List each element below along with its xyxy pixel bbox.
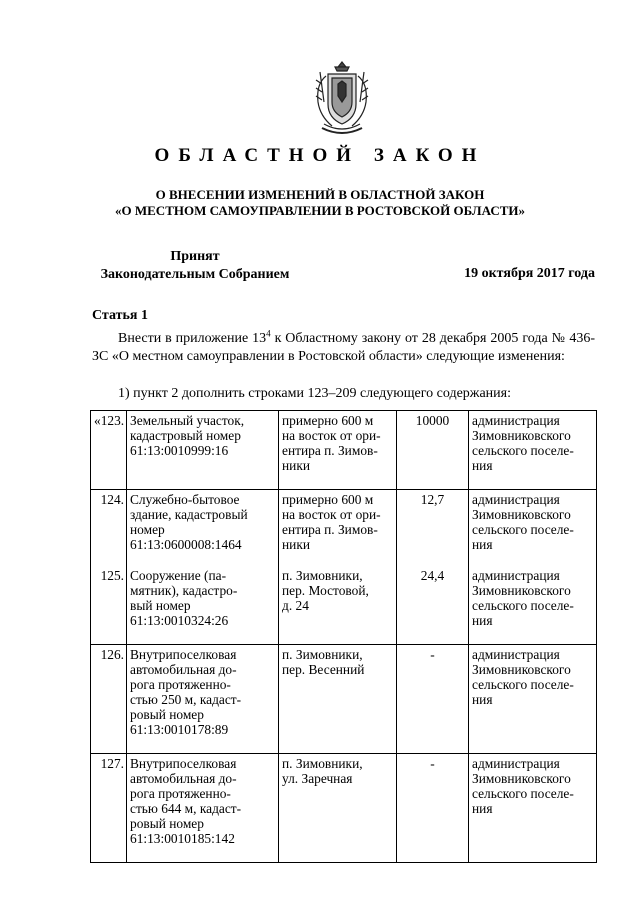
object-area: 12,7 [397,490,469,567]
adoption-label-line: Принят [170,249,220,264]
object-name-line: номер [130,522,165,537]
object-name-line: 61:13:0600008:1464 [130,537,242,552]
table-row [91,754,597,863]
object-name [127,490,279,567]
coat-of-arms-icon [302,58,382,138]
row-number: 127. [91,754,127,863]
object-location-line: на восток от ори- [282,428,381,443]
document-title: ОБЛАСТНОЙ ЗАКОН [154,145,486,166]
table-row [91,411,597,490]
object-name-line: кадастровый номер [130,428,241,443]
object-name-line: ровый номер [130,816,204,831]
object-location-line: ентира п. Зимов- [282,522,378,537]
object-name-line: мятник), кадастро- [130,583,238,598]
object-name-line: 61:13:0010999:16 [130,443,229,458]
object-location-line: п. Зимовники, [282,756,363,771]
object-location-line: пер. Весенний [282,662,365,677]
object-holder-line: Зимовниковского [472,583,571,598]
object-holder-line: администрация [472,568,560,583]
object-holder [469,754,597,863]
subtitle-line: «О МЕСТНОМ САМОУПРАВЛЕНИИ В РОСТОВСКОЙ ОБЛАСТИ» [115,203,525,218]
object-location-line: примерно 600 м [282,492,374,507]
object-name-line: рога протяженно- [130,677,231,692]
table-row [91,490,597,567]
object-location-line: ники [282,537,311,552]
intro-superscript: 4 [266,328,271,339]
object-location-line: ентира п. Зимов- [282,443,378,458]
row-number: 126. [91,645,127,754]
object-name-line: Внутрипоселковая [130,756,237,771]
object-location-line: п. Зимовники, [282,647,363,662]
subtitle-line: О ВНЕСЕНИИ ИЗМЕНЕНИЙ В ОБЛАСТНОЙ ЗАКОН [155,187,485,202]
object-location-line: пер. Мостовой, [282,583,369,598]
object-location [279,754,397,863]
object-name-line: Внутрипоселковая [130,647,237,662]
object-name-line: 61:13:0010185:142 [130,831,235,846]
intro-text: к Областному закону от 28 декабря 2005 года № 436-ЗС «О местном самоуправлении в Ростовской области» следующие изменения: [92,331,595,364]
object-name-line: Служебно-бытовое [130,492,240,507]
object-location [279,645,397,754]
object-location [279,566,397,645]
object-location [279,490,397,567]
object-area: - [397,645,469,754]
object-name [127,411,279,490]
object-location-line: ники [282,458,311,473]
object-holder-line: Зимовниковского [472,428,571,443]
object-holder-line: администрация [472,413,560,428]
object-name [127,566,279,645]
adoption-label [92,248,298,284]
object-holder-line: Зимовниковского [472,771,571,786]
object-holder-line: администрация [472,492,560,507]
object-name [127,645,279,754]
object-location-line: ул. Заречная [282,771,353,786]
object-holder-line: ния [472,692,493,707]
object-name [127,754,279,863]
object-holder-line: администрация [472,756,560,771]
object-holder [469,645,597,754]
row-number: «123. [91,411,127,490]
object-holder-line: администрация [472,647,560,662]
row-number: 124. [91,490,127,567]
object-area: 24,4 [397,566,469,645]
object-name-line: вый номер [130,598,191,613]
article-intro [92,330,595,366]
adoption-label-line: Законодательным Собранием [100,267,290,282]
object-holder-line: ния [472,613,493,628]
object-name-line: стью 644 м, кадаст- [130,801,242,816]
table-row [91,566,597,645]
article-item-1: 1) пункт 2 дополнить строками 123–209 следующего содержания: [118,386,511,401]
document-subtitle [0,187,640,219]
object-holder [469,490,597,567]
object-name-line: ровый номер [130,707,204,722]
object-holder-line: ния [472,458,493,473]
object-name-line: автомобильная до- [130,771,237,786]
object-holder-line: ния [472,537,493,552]
table-row [91,645,597,754]
object-holder-line: сельского поселе- [472,443,574,458]
object-holder-line: ния [472,801,493,816]
object-name-line: 61:13:0010178:89 [130,722,229,737]
object-holder-line: сельского поселе- [472,786,574,801]
object-location [279,411,397,490]
object-location-line: примерно 600 м [282,413,374,428]
object-holder-line: Зимовниковского [472,507,571,522]
row-number: 125. [91,566,127,645]
object-name-line: автомобильная до- [130,662,237,677]
object-holder-line: сельского поселе- [472,522,574,537]
object-name-line: Сооружение (па- [130,568,227,583]
object-name-line: 61:13:0010324:26 [130,613,229,628]
object-location-line: на восток от ори- [282,507,381,522]
object-name-line: Земельный участок, [130,413,245,428]
object-location-line: п. Зимовники, [282,568,363,583]
adoption-date: 19 октября 2017 года [464,266,595,281]
object-holder-line: сельского поселе- [472,598,574,613]
object-name-line: стью 250 м, кадаст- [130,692,242,707]
object-holder-line: сельского поселе- [472,677,574,692]
object-holder [469,411,597,490]
object-holder-line: Зимовниковского [472,662,571,677]
object-area: - [397,754,469,863]
article-heading: Статья 1 [92,308,148,323]
object-name-line: рога протяженно- [130,786,231,801]
object-name-line: здание, кадастровый [130,507,248,522]
object-holder [469,566,597,645]
object-area: 10000 [397,411,469,490]
intro-text: Внести в приложение 13 [118,331,267,346]
property-table [90,410,597,863]
object-location-line: д. 24 [282,598,309,613]
